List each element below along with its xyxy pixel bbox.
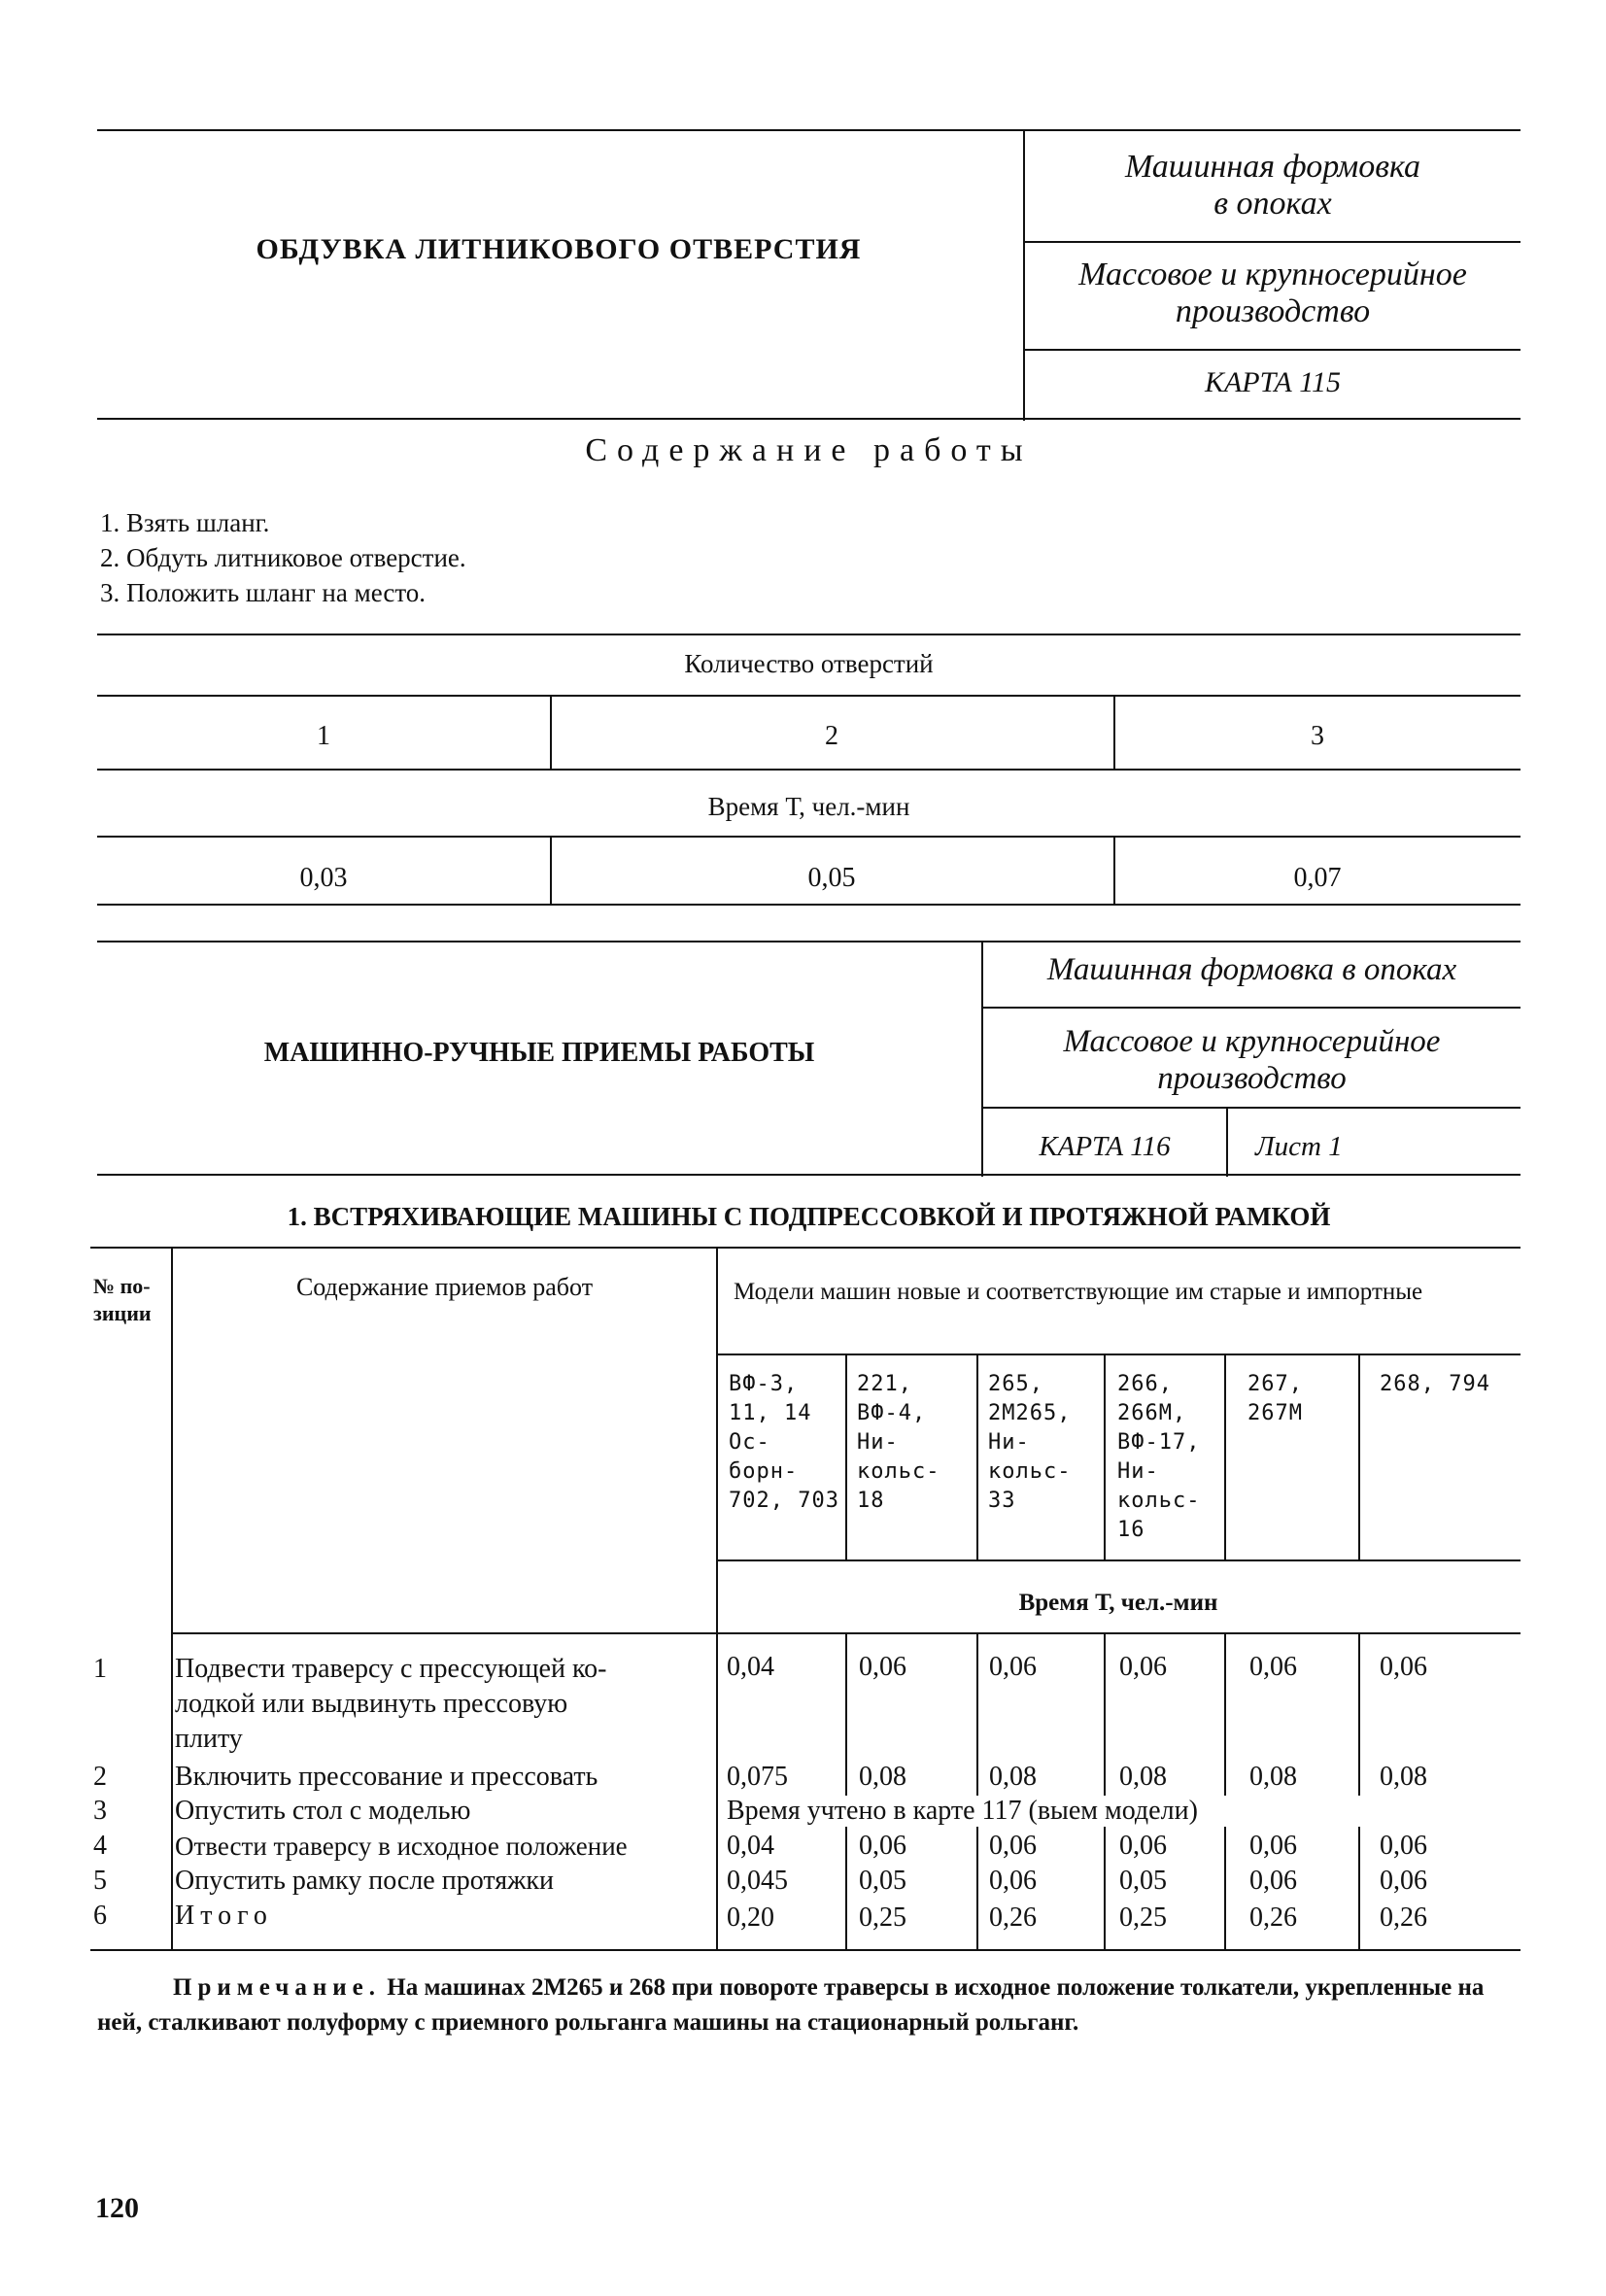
row-2-val-3: 0,08 (989, 1762, 1037, 1792)
main-col-div-pos (171, 1247, 173, 1949)
time-value-1: 0,03 (299, 863, 348, 893)
row-1-val-1: 0,04 (727, 1652, 774, 1682)
card115-steps (100, 505, 466, 610)
card116-prod-line1: Массовое и крупносерийное (1063, 1024, 1441, 1059)
card116-top-rule (97, 941, 1521, 942)
card115-rule-2 (1023, 349, 1521, 351)
model-col-div-3 (1104, 1354, 1106, 1559)
model-cell-1: ВФ-3, 11, 14 Ос- борн- 702, 703 (729, 1372, 839, 1513)
row-1-val-6: 0,06 (1380, 1652, 1427, 1682)
value-col-div-3 (1104, 1632, 1106, 1949)
main-table-bottom (90, 1949, 1521, 1951)
row-4-text: Отвести траверсу в исходное положение (175, 1832, 628, 1861)
step-1: 1. Взять шланг. (100, 508, 270, 537)
qty-value-3: 3 (1311, 721, 1324, 751)
row-1-val-3: 0,06 (989, 1652, 1037, 1682)
row-1-number: 1 (93, 1654, 107, 1684)
row-5-number: 5 (93, 1866, 107, 1896)
model-col-div-1 (845, 1354, 847, 1559)
step-3: 3. Положить шланг на место. (100, 578, 427, 607)
card115-bottom-rule (97, 418, 1521, 420)
row-4-val-2: 0,06 (859, 1831, 906, 1861)
card115-top-rule (97, 129, 1521, 131)
time-value-3: 0,07 (1293, 863, 1342, 893)
card115-content-heading: Содержание работы (585, 432, 1033, 468)
note-text: На машинах 2М265 и 268 при повороте траверсы в исходное положение толкатели, укрепленные на ней, сталкивают полуформу с приемного рольганга машины на стационарный рольганг. (97, 1974, 1485, 2036)
value-col-div-1 (845, 1632, 847, 1949)
note-label: Примечание. (173, 1974, 382, 2001)
row-4-val-3: 0,06 (989, 1831, 1037, 1861)
row-6-number: 6 (93, 1901, 107, 1931)
row-4-val-1: 0,04 (727, 1831, 774, 1861)
row-5-val-2: 0,05 (859, 1866, 906, 1896)
row-2-val-2: 0,08 (859, 1762, 906, 1792)
row-6-val-4: 0,25 (1119, 1902, 1167, 1933)
col-header-models: Модели машин новые и соответствующие им старые и импортные (734, 1279, 1423, 1305)
model-cell-4: 266, 266М, ВФ-17, Ни- кольс- 16 (1117, 1372, 1201, 1542)
value-col-div-4 (1224, 1632, 1226, 1949)
model-col-div-4 (1224, 1354, 1226, 1559)
model-cell-2: 221, ВФ-4, Ни- кольс- 18 (857, 1372, 940, 1513)
step-2: 2. Обдуть литниковое отверстие. (100, 543, 466, 572)
row-4-number: 4 (93, 1831, 107, 1861)
row-2-val-5: 0,08 (1249, 1762, 1297, 1792)
card116-prod-line2: производство (1157, 1061, 1347, 1096)
row-2-val-1: 0,075 (727, 1762, 788, 1792)
model-cell-6: 268, 794 (1380, 1372, 1490, 1396)
models-bottom-rule (716, 1559, 1521, 1561)
card116-sheet-divider (1226, 1107, 1228, 1177)
card116-type: Машинная формовка в опоках (1046, 952, 1457, 987)
card115-type-line1: Машинная формовка (1124, 149, 1421, 185)
card116-rule-1 (981, 1007, 1521, 1009)
card116-sheet-number: Лист 1 (1255, 1131, 1343, 1162)
row-5-val-5: 0,06 (1249, 1866, 1297, 1896)
row-6-val-3: 0,26 (989, 1902, 1037, 1933)
card115-rule-1 (1023, 241, 1521, 243)
row-2-text: Включить прессование и прессовать (175, 1762, 598, 1792)
row-4-val-4: 0,06 (1119, 1831, 1167, 1861)
card115-production (1025, 257, 1521, 330)
row-6-val-1: 0,20 (727, 1902, 774, 1933)
col-header-content: Содержание приемов работ (295, 1273, 594, 1301)
page-number: 120 (95, 2192, 139, 2224)
row-5-val-3: 0,06 (989, 1866, 1037, 1896)
qty-rule-1 (97, 695, 1521, 697)
row-2-val-4: 0,08 (1119, 1762, 1167, 1792)
value-col-div-5 (1358, 1632, 1360, 1949)
row-5-val-4: 0,05 (1119, 1866, 1167, 1896)
section-title: 1. ВСТРЯХИВАЮЩИЕ МАШИНЫ С ПОДПРЕССОВКОЙ И ПРОТЯЖНОЙ РАМКОЙ (287, 1202, 1331, 1231)
card116-title: МАШИННО-РУЧНЫЕ ПРИЕМЫ РАБОТЫ (263, 1038, 815, 1068)
qty-table-top (97, 634, 1521, 635)
card115-card-number: КАРТА 115 (1205, 366, 1341, 398)
col-header-position: № по- зиции (93, 1274, 152, 1325)
models-rule (716, 1354, 1521, 1355)
card115-prod-line2: производство (1175, 293, 1371, 329)
qty-value-2: 2 (825, 721, 838, 751)
row-6-text: Итого (175, 1901, 273, 1931)
row-2-number: 2 (93, 1762, 107, 1792)
row-5-val-1: 0,045 (727, 1866, 788, 1896)
model-cell-3: 265, 2М265, Ни- кольс- 33 (988, 1372, 1072, 1513)
row-3-text: Опустить стол с моделью (175, 1796, 471, 1826)
row-1-val-4: 0,06 (1119, 1652, 1167, 1682)
model-col-div-2 (976, 1354, 978, 1559)
row-2-val-6: 0,08 (1380, 1762, 1427, 1792)
card115-type (1025, 149, 1521, 223)
time-rule-1 (97, 836, 1521, 838)
main-table-top (90, 1247, 1521, 1249)
row-3-number: 3 (93, 1796, 107, 1826)
qty-value-1: 1 (317, 721, 330, 751)
time-header-116: Время Т, чел.-мин (1018, 1590, 1218, 1616)
table-note (97, 1970, 1516, 2040)
card116-card-number: КАРТА 116 (1039, 1131, 1171, 1162)
row-4-val-5: 0,06 (1249, 1831, 1297, 1861)
time-value-2: 0,05 (807, 863, 856, 893)
card116-rule-2 (981, 1107, 1521, 1109)
row-5-val-6: 0,06 (1380, 1866, 1427, 1896)
card115-type-line2: в опоках (1213, 186, 1332, 222)
model-col-div-5 (1358, 1354, 1360, 1559)
card116-production (983, 1023, 1521, 1097)
card115-prod-line1: Массовое и крупносерийное (1078, 257, 1467, 292)
row-1-val-2: 0,06 (859, 1652, 906, 1682)
row-3-note: Время учтено в карте 117 (выем модели) (727, 1796, 1521, 1827)
value-col-div-2 (976, 1632, 978, 1949)
row-4-val-6: 0,06 (1380, 1831, 1427, 1861)
row-1-val-5: 0,06 (1249, 1652, 1297, 1682)
row-6-val-5: 0,26 (1249, 1902, 1297, 1933)
qty-rule-2 (97, 769, 1521, 771)
card115-title: ОБДУВКА ЛИТНИКОВОГО ОТВЕРСТИЯ (256, 233, 862, 265)
row-6-val-6: 0,26 (1380, 1902, 1427, 1933)
row-6-val-2: 0,25 (859, 1902, 906, 1933)
row-5-text: Опустить рамку после протяжки (175, 1866, 555, 1896)
time-rule-2 (97, 904, 1521, 906)
qty-header: Количество отверстий (684, 649, 934, 678)
time-header-115: Время Т, чел.-мин (707, 792, 910, 821)
model-cell-5: 267, 267М (1247, 1372, 1303, 1425)
card116-bottom-rule (97, 1174, 1521, 1176)
row-1-text: Подвести траверсу с прессующей ко- лодкой или выдвинуть прессовую плиту (175, 1654, 607, 1754)
